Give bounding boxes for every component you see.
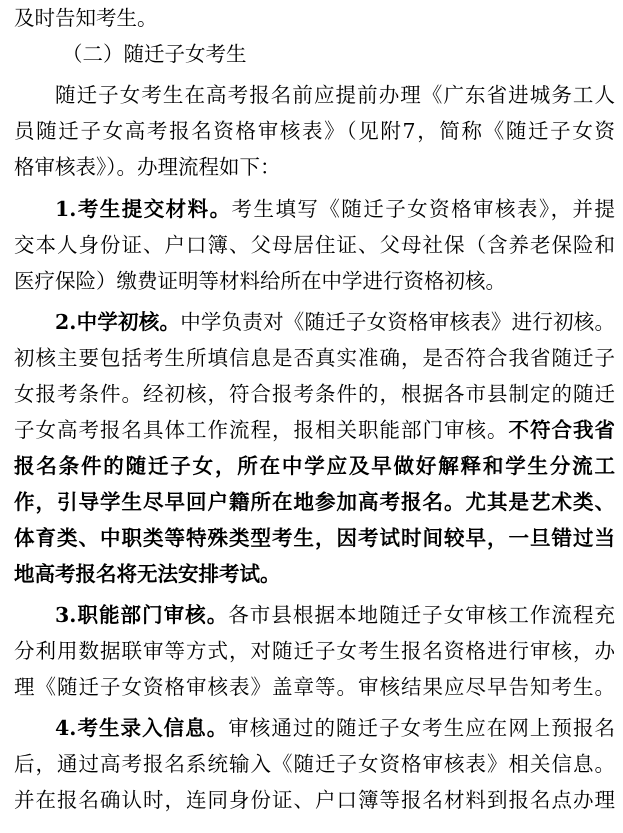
bold-line: 报名条件的随迁子女，所在中学应及早做好解释和学生分流工 (14, 454, 615, 478)
step-1-line: 1.考生提交材料。考生填写《随迁子女资格审核表》，并提 (55, 197, 615, 221)
paragraph-line: 医疗保险）缴费证明等材料给所在中学进行资格初核。 (14, 269, 506, 293)
paragraph-line: 子女高考报名具体工作流程，报相关职能部门审核。不符合我省 (14, 418, 615, 442)
step-4-heading: 4.考生录入信息。 (55, 716, 229, 740)
paragraph-line: 交本人身份证、户口簿、父母居住证、父母社保（含养老保险和 (14, 233, 615, 257)
paragraph-line: 理《随迁子女资格审核表》盖章等。审核结果应尽早告知考生。 (14, 675, 615, 699)
step-3-heading: 3.职能部门审核。 (55, 603, 229, 627)
step-3-line: 3.职能部门审核。各市县根据本地随迁子女审核工作流程充 (55, 603, 615, 627)
section-heading: （二）随迁子女考生 (62, 42, 247, 66)
bold-emphasis: 不符合我省 (508, 418, 615, 442)
step-1-heading: 1.考生提交材料。 (55, 197, 232, 221)
paragraph-line: 员随迁子女高考报名资格审核表》（见附7，简称《随迁子女资 (14, 119, 615, 143)
bold-line: 体育类、中职类等特殊类型考生，因考试时间较早，一旦错过当 (14, 526, 615, 550)
step-2-line: 2.中学初核。中学负责对《随迁子女资格审核表》进行初核。 (55, 310, 615, 334)
paragraph-line: 分利用数据联审等方式，对随迁子女考生报名资格进行审核，办 (14, 639, 615, 663)
text-line: 及时告知考生。 (14, 6, 158, 30)
paragraph-line: 初核主要包括考生所填信息是否真实准确，是否符合我省随迁子 (14, 346, 615, 370)
paragraph-line: 后，通过高考报名系统输入《随迁子女资格审核表》相关信息。 (14, 752, 615, 776)
step-2-heading: 2.中学初核。 (55, 310, 181, 334)
paragraph-line: 随迁子女考生在高考报名前应提前办理《广东省进城务工人 (55, 83, 615, 107)
bold-line: 作，引导学生尽早回户籍所在地参加高考报名。尤其是艺术类、 (14, 490, 615, 514)
paragraph-line: 格审核表》）。办理流程如下： (14, 155, 281, 179)
paragraph-line: 女报考条件。经初核，符合报考条件的，根据各市县制定的随迁 (14, 382, 615, 406)
bold-line: 地高考报名将无法安排考试。 (14, 562, 281, 586)
paragraph-line: 并在报名确认时，连同身份证、户口簿等报名材料到报名点办理 (14, 788, 615, 812)
step-4-line: 4.考生录入信息。审核通过的随迁子女考生应在网上预报名 (55, 716, 615, 740)
